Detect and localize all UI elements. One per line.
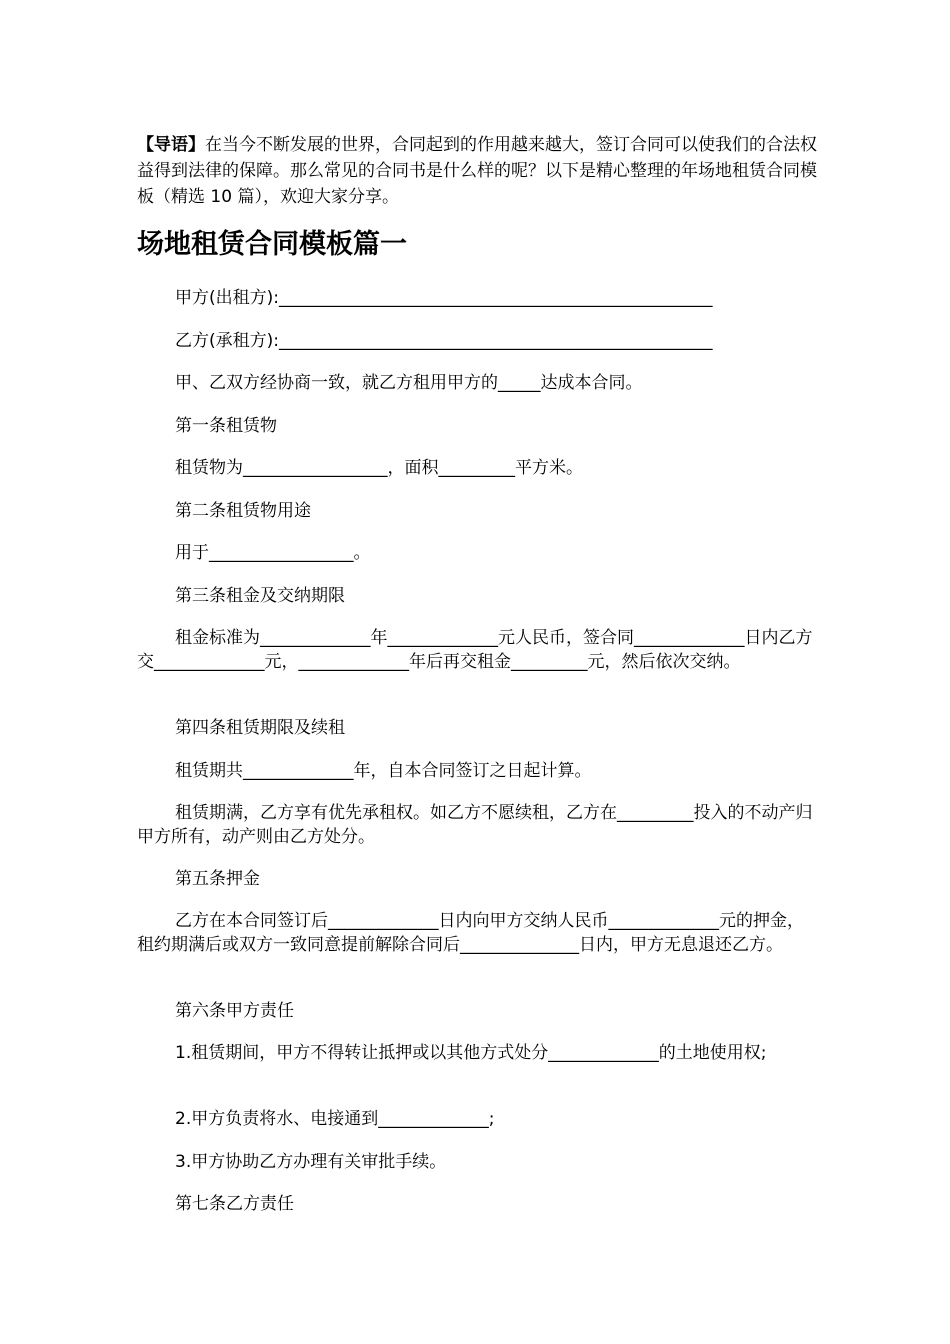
party-a-line: 甲方(出租方):___________________________________________________ (175, 288, 713, 308)
article-2-body: 用于_________________。 (175, 543, 371, 563)
article-7-title: 第七条乙方责任 (175, 1194, 294, 1214)
article-6-title: 第六条甲方责任 (175, 1001, 294, 1021)
article-1-body: 租赁物为_________________，面积_________平方米。 (175, 458, 583, 478)
article-3-body: 租金标准为_____________年_____________元人民币，签合同_____________日内乙方交_____________元，_____________年后再交租金_________元，然后依次交纳。 (137, 628, 813, 672)
article-5-title: 第五条押金 (175, 869, 260, 889)
article-4-title: 第四条租赁期限及续租 (175, 718, 345, 738)
article-6-item-1: 1.租赁期间，甲方不得转让抵押或以其他方式处分_____________的土地使用权; (175, 1043, 767, 1063)
article-3-title: 第三条租金及交纳期限 (175, 586, 345, 606)
party-b-line: 乙方(承租方):___________________________________________________ (175, 331, 713, 351)
article-6-item-2: 2.甲方负责将水、电接通到_____________; (175, 1109, 495, 1129)
article-4-body-1: 租赁期共_____________年，自本合同签订之日起计算。 (175, 761, 592, 781)
article-2-title: 第二条租赁物用途 (175, 501, 311, 521)
article-1-title: 第一条租赁物 (175, 416, 277, 436)
section-heading: 场地租赁合同模板篇一 (137, 229, 407, 260)
intro-text: 在当今不断发展的世界，合同起到的作用越来越大，签订合同可以使我们的合法权益得到法律的保障。那么常见的合同书是什么样的呢？以下是精心整理的年场地租赁合同模板（精选 10 篇），欢迎大家分享。 (137, 135, 817, 207)
article-6-item-3: 3.甲方协助乙方办理有关审批手续。 (175, 1152, 447, 1172)
agreement-intro: 甲、乙双方经协商一致，就乙方租用甲方的_____达成本合同。 (175, 373, 643, 393)
intro-tag: 【导语】 (137, 135, 205, 155)
article-4-body-2: 租赁期满，乙方享有优先承租权。如乙方不愿续租，乙方在_________投入的不动产归甲方所有，动产则由乙方处分。 (137, 803, 813, 847)
intro-paragraph (137, 132, 817, 210)
article-5-body: 乙方在本合同签订后_____________日内向甲方交纳人民币_____________元的押金，租约期满后或双方一致同意提前解除合同后______________日内，甲方无息退还乙方。 (137, 911, 804, 955)
